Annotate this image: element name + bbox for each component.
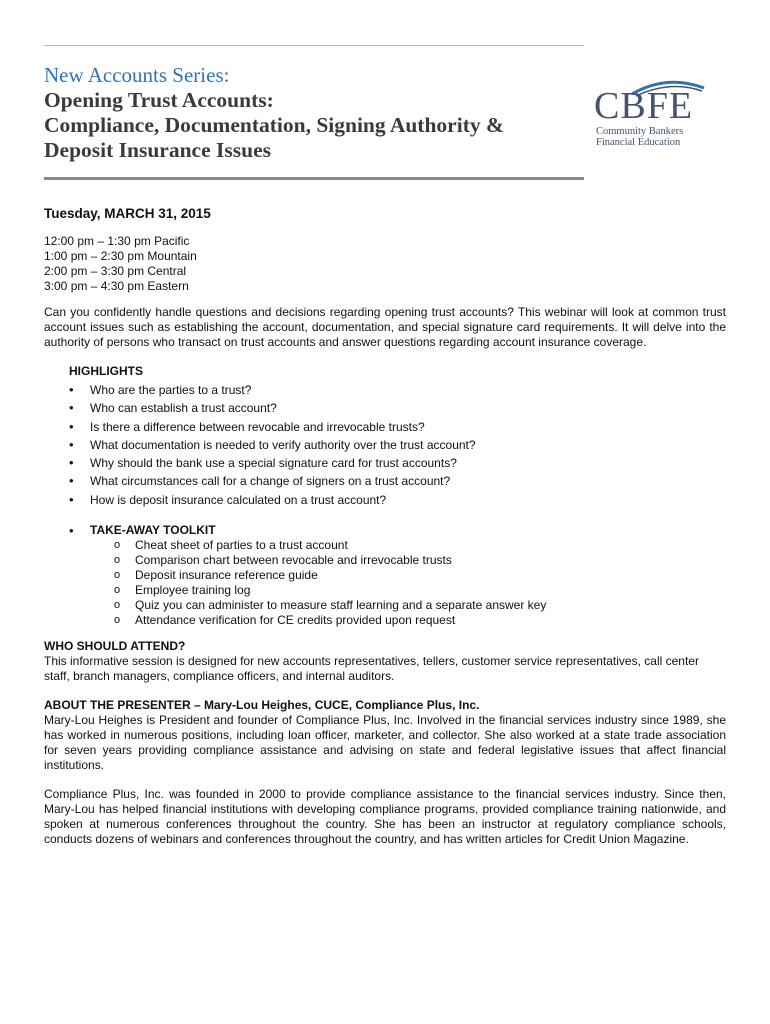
top-divider [44, 45, 584, 46]
toolkit-item: o Employee training log [44, 583, 726, 598]
highlight-item: • Why should the bank use a special signature card for trust accounts? [44, 454, 726, 472]
course-title-line-3: Deposit Insurance Issues [44, 138, 271, 162]
time-mountain: 1:00 pm – 2:30 pm Mountain [44, 249, 197, 263]
header-divider [44, 177, 584, 180]
toolkit-item: o Comparison chart between revocable and irrevocable trusts [44, 553, 726, 568]
highlight-item: • What circumstances call for a change of signers on a trust account? [44, 472, 726, 490]
highlights-list [44, 381, 726, 509]
logo-line-1: Community Bankers [596, 126, 684, 137]
company-paragraph: Compliance Plus, Inc. was founded in 2000 to provide compliance assistance to the financial services industry. Since then, Mary-Lou has helped financial institutions with developing compliance programs, provided compliance training nationwide, and spoken at numerous conferences throughout the country. She has been an instructor at regulatory compliance schools, conducts dozens of webinars and conferences throughout the country, and has written articles for Credit Union Magazine. [44, 787, 726, 847]
event-date: Tuesday, MARCH 31, 2015 [44, 206, 211, 221]
time-pacific: 12:00 pm – 1:30 pm Pacific [44, 234, 190, 248]
presenter-bio: Mary-Lou Heighes is President and founder of Compliance Plus, Inc. Involved in the financial services industry since 1989, she has worked in numerous positions, including loan officer, marketer, and collector. She also worked at a state trade association for seven years providing compliance assistance and advising on state and federal legislative issues that affect financial institutions. [44, 713, 726, 773]
attend-paragraph: This informative session is designed for new accounts representatives, tellers, customer service representatives, call center staff, branch managers, compliance officers, and internal auditors. [44, 654, 699, 684]
toolkit-item: o Cheat sheet of parties to a trust account [44, 538, 726, 553]
course-title-line-1: Opening Trust Accounts: [44, 88, 274, 112]
document-header [44, 62, 584, 163]
highlight-item: • Is there a difference between revocable and irrevocable trusts? [44, 418, 726, 436]
highlight-item: • Who can establish a trust account? [44, 399, 726, 417]
logo-subtitle [596, 126, 683, 148]
toolkit-item: o Quiz you can administer to measure staff learning and a separate answer key [44, 598, 726, 613]
course-title-line-2: Compliance, Documentation, Signing Authority & [44, 113, 504, 137]
toolkit-list [44, 538, 726, 628]
logo-letters: CBFE [594, 85, 694, 127]
time-eastern: 3:00 pm – 4:30 pm Eastern [44, 279, 189, 293]
presenter-heading: ABOUT THE PRESENTER – Mary-Lou Heighes, CUCE, Compliance Plus, Inc. [44, 698, 480, 713]
attend-heading: WHO SHOULD ATTEND? [44, 639, 186, 654]
highlight-item: • What documentation is needed to verify authority over the trust account? [44, 436, 726, 454]
toolkit-heading: • TAKE-AWAY TOOLKIT [44, 523, 726, 538]
toolkit-item: o Attendance verification for CE credits provided upon request [44, 613, 726, 628]
highlights-heading: HIGHLIGHTS [69, 364, 143, 378]
document-body [44, 206, 726, 847]
highlight-item: • Who are the parties to a trust? [44, 381, 726, 399]
event-times [44, 234, 726, 294]
cbfe-logo [592, 78, 712, 150]
time-central: 2:00 pm – 3:30 pm Central [44, 264, 187, 278]
intro-paragraph: Can you confidently handle questions and decisions regarding opening trust accounts? This webinar will look at common trust account issues such as establishing the account, documentation, and special signature card requirements. It will delve into the authority of persons who transact on trust accounts and answer questions regarding account insurance coverage. [44, 305, 726, 349]
series-title: New Accounts Series: [44, 63, 230, 87]
highlight-item: • How is deposit insurance calculated on a trust account? [44, 491, 726, 509]
logo-line-2: Financial Education [596, 137, 681, 148]
toolkit-item: o Deposit insurance reference guide [44, 568, 726, 583]
